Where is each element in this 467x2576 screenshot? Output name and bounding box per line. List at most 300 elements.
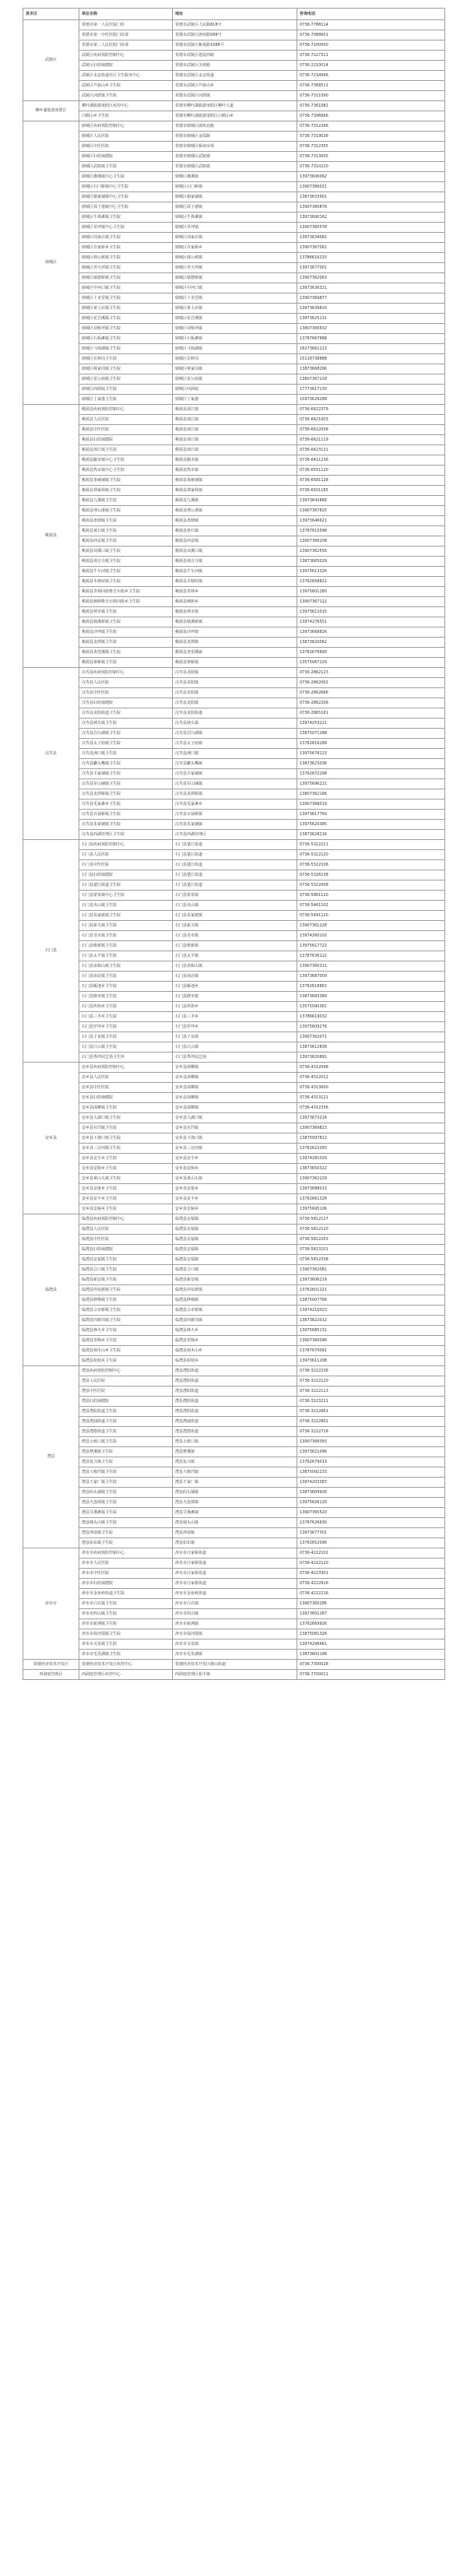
unit-name-cell: 汉寿县朱家铺镇卫生院	[79, 820, 173, 830]
address-cell: 汉寿县龙潭桥镇	[173, 789, 297, 800]
unit-name-cell: 常德市第一人民医院门诊	[79, 20, 173, 30]
phone-cell: 0736-5326138	[297, 870, 445, 880]
phone-cell: 13762672298	[297, 769, 445, 779]
phone-cell: 0736-7312355	[297, 142, 445, 152]
phone-cell: 13907366021	[297, 182, 445, 192]
unit-name-cell: 汉寿县妇幼保健院	[79, 698, 173, 708]
address-cell: 桃源县架桥镇	[173, 658, 297, 668]
table-row	[23, 1407, 445, 1417]
unit-name-cell: 澧县妇幼保健院	[79, 1397, 173, 1407]
phone-cell: 13973690162	[297, 213, 445, 223]
phone-cell: 0736-7361082	[297, 101, 445, 111]
phone-cell: 13873623036	[297, 759, 445, 769]
table-row	[23, 526, 445, 536]
table-row	[23, 901, 445, 911]
phone-cell: 13873668266	[297, 364, 445, 374]
unit-name-cell: 鼎城区妇幼保健院	[79, 152, 173, 162]
address-cell: 临澧县刻木山乡	[173, 1346, 297, 1356]
table-row	[23, 223, 445, 233]
unit-name-cell: 汉寿县太子庙镇卫生院	[79, 739, 173, 749]
address-cell: 鼎城区灌溪镇	[173, 172, 297, 182]
address-cell: 桃源县陬市镇	[173, 455, 297, 466]
phone-cell: 0736-3222113	[297, 1386, 445, 1397]
phone-cell: 13973668826	[297, 627, 445, 638]
address-cell: 安乡县安凝乡	[173, 1204, 297, 1214]
phone-cell: 13787626630	[297, 1518, 445, 1528]
table-row	[23, 1103, 445, 1113]
table-row	[23, 1214, 445, 1225]
table-row	[23, 283, 445, 293]
table-row	[23, 334, 445, 344]
unit-name-cell: 桃源县漳江镇卫生院	[79, 445, 173, 455]
address-cell: 常德市柳叶湖旅游度假区柳叶大道	[173, 101, 297, 111]
unit-name-cell: 鼎城区蒿子港镇中心卫生院	[79, 202, 173, 213]
address-cell: 安乡县深柳镇	[173, 1093, 297, 1103]
table-row	[23, 597, 445, 607]
address-cell: 常德市武陵区朗州路588号	[173, 30, 297, 40]
table-row	[23, 1356, 445, 1366]
table-row	[23, 30, 445, 40]
phone-cell: 13975695106	[297, 1204, 445, 1214]
address-cell: 桃源县青林乡	[173, 587, 297, 597]
unit-name-cell: 石门县新关镇卫生院	[79, 921, 173, 931]
area-cell: 汉寿县	[23, 668, 79, 840]
unit-name-cell: 临澧县佘市桥镇卫生院	[79, 1306, 173, 1316]
unit-name-cell: 澧县澧澹街道卫生院	[79, 1427, 173, 1437]
phone-cell: 0736-4312012	[297, 1073, 445, 1083]
unit-name-cell: 津市市人民医院	[79, 1559, 173, 1569]
unit-name-cell: 鼎城区石门桥镇中心卫生院	[79, 182, 173, 192]
header-row	[23, 9, 445, 20]
unit-name-cell: 桃源县木塘垸镇卫生院	[79, 577, 173, 587]
table-row	[23, 354, 445, 364]
unit-name-cell: 安乡县疾病预防控制中心	[79, 1063, 173, 1073]
table-row	[23, 1225, 445, 1235]
address-cell: 石门县楚江街道	[173, 840, 297, 850]
address-cell: 鼎城区石板滩镇	[173, 334, 297, 344]
area-cell: 西洞庭管理区	[23, 1670, 79, 1680]
phone-cell: 0736-5812120	[297, 1225, 445, 1235]
unit-name-cell: 临澧县安福镇卫生院	[79, 1255, 173, 1265]
address-cell: 汉寿县龙阳镇	[173, 678, 297, 688]
table-body	[23, 20, 445, 1680]
address-cell: 安乡县三岔河镇	[173, 1144, 297, 1154]
unit-name-cell: 桃源县夷望溪镇卫生院	[79, 648, 173, 658]
phone-cell: 0736-2210014	[297, 61, 445, 71]
unit-name-cell: 武陵区疾病预防控制中心	[79, 51, 173, 61]
address-cell: 桃源县剪市镇	[173, 607, 297, 617]
table-row	[23, 891, 445, 901]
table-row	[23, 1073, 445, 1083]
unit-name-cell: 临澧县人民医院	[79, 1225, 173, 1235]
phone-cell: 13973606219	[297, 1275, 445, 1285]
unit-name-cell: 桃源县龙潭镇卫生院	[79, 638, 173, 648]
header-address: 地址	[173, 9, 297, 20]
table-row	[23, 213, 445, 223]
table-row	[23, 61, 445, 71]
address-cell: 桃源县西安镇	[173, 536, 297, 546]
phone-cell: 0736-7368511	[297, 81, 445, 91]
unit-name-cell: 桃源县热市镇中心卫生院	[79, 466, 173, 476]
phone-cell: 15116738888	[297, 354, 445, 364]
phone-cell: 0736-6581128	[297, 476, 445, 486]
address-cell: 石门县罗坪乡	[173, 1022, 297, 1032]
unit-name-cell: 白鹤山乡卫生院	[79, 111, 173, 121]
table-row	[23, 638, 445, 648]
unit-name-cell: 临澧县望城乡卫生院	[79, 1336, 173, 1346]
address-cell: 澧县小渡口镇	[173, 1437, 297, 1447]
table-row	[23, 658, 445, 668]
table-row	[23, 607, 445, 617]
unit-name-cell: 鼎城区人民医院	[79, 132, 173, 142]
table-row	[23, 850, 445, 860]
address-cell: 桃源县漳江镇	[173, 415, 297, 425]
table-row	[23, 1518, 445, 1528]
address-cell: 常德市鼎城区郎州北路	[173, 121, 297, 132]
phone-cell: 0736-7319038	[297, 132, 445, 142]
phone-cell: 0736-7088601	[297, 30, 445, 40]
table-row	[23, 273, 445, 283]
unit-name-cell: 桃源县青林回族维吾尔族乡卫生院	[79, 587, 173, 597]
area-cell: 安乡县	[23, 1063, 79, 1214]
unit-name-cell: 桃源县架桥镇卫生院	[79, 658, 173, 668]
unit-name-cell: 鼎城区丁家港卫生院	[79, 395, 173, 405]
unit-name-cell: 津市市保河堤镇卫生院	[79, 1629, 173, 1639]
phone-cell: 0736-5461102	[297, 901, 445, 911]
phone-cell: 13873683380	[297, 992, 445, 1002]
address-cell: 鼎城区蔡家岗镇	[173, 364, 297, 374]
unit-name-cell: 安乡县妇幼保健院	[79, 1093, 173, 1103]
table-row	[23, 172, 445, 182]
unit-name-cell: 桃源县黄石镇卫生院	[79, 526, 173, 536]
unit-name-cell: 桃源县杨溪桥镇卫生院	[79, 617, 173, 627]
address-cell: 汉寿县罐头嘴镇	[173, 759, 297, 769]
unit-name-cell: 临澧县疾病预防控制中心	[79, 1214, 173, 1225]
address-cell: 津市市汪家桥街道	[173, 1579, 297, 1589]
phone-cell: 13762621093	[297, 1144, 445, 1154]
unit-name-cell: 临澧县停弦渡镇卫生院	[79, 1285, 173, 1295]
unit-name-cell: 安乡县安障乡卫生院	[79, 1164, 173, 1174]
unit-name-cell: 津市市毛里湖镇卫生院	[79, 1650, 173, 1660]
table-row	[23, 1012, 445, 1022]
unit-name-cell: 石门县罗坪乡卫生院	[79, 1022, 173, 1032]
table-row	[23, 779, 445, 789]
address-cell: 鼎城区草坪镇	[173, 223, 297, 233]
phone-cell: 13907360578	[297, 223, 445, 233]
phone-cell: 13762616289	[297, 739, 445, 749]
table-row	[23, 1245, 445, 1255]
phone-cell: 13873633901	[297, 192, 445, 202]
table-row	[23, 1235, 445, 1245]
table-row	[23, 1144, 445, 1154]
phone-cell: 13762661326	[297, 1194, 445, 1204]
phone-cell: 13974260102	[297, 931, 445, 941]
unit-name-cell: 石门县妇幼保健院	[79, 870, 173, 880]
table-row	[23, 1285, 445, 1295]
phone-cell: 0736-2862002	[297, 678, 445, 688]
phone-cell: 0736-5881120	[297, 891, 445, 901]
address-cell: 澧县火连坡镇	[173, 1498, 297, 1508]
address-cell: 常德市鼎城区武陵镇	[173, 162, 297, 172]
address-cell: 津市市毛里湖镇	[173, 1650, 297, 1660]
table-row	[23, 1083, 445, 1093]
address-cell: 汉寿县朱家铺镇	[173, 820, 297, 830]
table-row	[23, 1164, 445, 1174]
unit-name-cell: 安乡县安康乡卫生院	[79, 1184, 173, 1194]
table-row	[23, 293, 445, 304]
unit-name-cell: 桃源县双溪口镇卫生院	[79, 546, 173, 557]
unit-name-cell: 石门县易家渡镇卫生院	[79, 911, 173, 921]
unit-name-cell: 武陵区河洑镇卫生院	[79, 91, 173, 101]
address-cell: 石门县所街乡	[173, 1002, 297, 1012]
phone-cell: 18273661223	[297, 344, 445, 354]
phone-cell: 13973625131	[297, 314, 445, 324]
phone-cell: 13974276551	[297, 617, 445, 627]
unit-name-cell: 常德经济技术开发区疾控中心	[79, 1660, 173, 1670]
phone-cell: 0736-6623131	[297, 445, 445, 455]
phone-cell: 0736-7300028	[297, 1660, 445, 1670]
address-cell: 桃源县理公港镇	[173, 506, 297, 516]
phone-cell: 13907360286	[297, 1599, 445, 1609]
unit-name-cell: 临澧县刻木山乡卫生院	[79, 1346, 173, 1356]
address-cell: 常德市武陵区芦荻山乡	[173, 81, 297, 91]
unit-name-cell: 石门县壶瓶山镇卫生院	[79, 961, 173, 972]
address-cell: 常德市武陵区永安街道	[173, 71, 297, 81]
table-row	[23, 972, 445, 982]
table-row	[23, 405, 445, 415]
address-cell: 西洞庭管理区祝丰镇	[173, 1670, 297, 1680]
phone-cell: 13973642866	[297, 496, 445, 506]
phone-cell: 0736-6621119	[297, 435, 445, 445]
area-cell: 常德经济技术开发区	[23, 1660, 79, 1670]
unit-name-cell: 石门县疾病预防控制中心	[79, 840, 173, 850]
phone-cell: 13575090361	[297, 1002, 445, 1012]
address-cell: 常德市柳叶湖旅游度假区白鹤山乡	[173, 111, 297, 121]
table-row	[23, 385, 445, 395]
unit-name-cell: 澧县澧阳街道卫生院	[79, 1407, 173, 1417]
address-cell: 澧县澧阳街道	[173, 1366, 297, 1376]
address-cell: 桃源县九溪镇	[173, 496, 297, 506]
table-row	[23, 132, 445, 142]
unit-name-cell: 澧县王家厂镇卫生院	[79, 1478, 173, 1488]
phone-cell: 0736-7700011	[297, 1670, 445, 1680]
phone-cell: 13762669926	[297, 1619, 445, 1629]
address-cell: 石门县楚江街道	[173, 860, 297, 870]
address-cell: 石门县楚江街道	[173, 870, 297, 880]
phone-cell: 13973601287	[297, 1609, 445, 1619]
address-cell: 汉寿县龙阳镇	[173, 688, 297, 698]
unit-name-cell: 津市市金鱼岭街道卫生院	[79, 1589, 173, 1599]
address-cell: 安乡县下渔口镇	[173, 1133, 297, 1144]
table-row	[23, 466, 445, 476]
table-row	[23, 1316, 445, 1326]
table-row	[23, 921, 445, 931]
address-cell: 汉寿县军山铺镇	[173, 779, 297, 789]
header-phone: 咨询电话	[297, 9, 445, 20]
address-cell: 澧县澧阳街道	[173, 1376, 297, 1386]
unit-name-cell: 石门县皂市镇卫生院	[79, 931, 173, 941]
unit-name-cell: 桃源县沙坪镇卫生院	[79, 627, 173, 638]
address-cell: 桃源县观音寺镇	[173, 557, 297, 567]
address-cell: 石门县三圣乡	[173, 1012, 297, 1022]
table-row	[23, 1093, 445, 1103]
unit-name-cell: 澧县火连坡镇卫生院	[79, 1498, 173, 1508]
address-cell: 澧县码头铺镇	[173, 1488, 297, 1498]
table-row	[23, 233, 445, 243]
unit-name-cell: 临澧县中医医院	[79, 1235, 173, 1245]
table-row	[23, 789, 445, 800]
phone-cell: 0736-6551120	[297, 466, 445, 476]
address-cell: 汉寿县西湖管理区	[173, 830, 297, 840]
phone-cell: 0736-7227311	[297, 51, 445, 61]
address-cell: 安乡县安障乡	[173, 1164, 297, 1174]
unit-name-cell: 鼎城区十美堂镇卫生院	[79, 293, 173, 304]
address-cell: 津市市药山镇	[173, 1609, 297, 1619]
unit-name-cell: 津市市灵泉镇卫生院	[79, 1639, 173, 1650]
unit-name-cell: 鼎城区中河口镇卫生院	[79, 283, 173, 293]
phone-cell: 13875071288	[297, 729, 445, 739]
unit-name-cell: 石门县磨市镇卫生院	[79, 992, 173, 1002]
table-row	[23, 931, 445, 941]
table-row	[23, 648, 445, 658]
address-cell: 石门县雁池乡	[173, 982, 297, 992]
address-cell: 石门县南北镇	[173, 972, 297, 982]
table-row	[23, 739, 445, 749]
unit-name-cell: 石门县所街乡卫生院	[79, 1002, 173, 1012]
phone-cell: 0736-5322008	[297, 880, 445, 891]
phone-cell: 13907362063	[297, 273, 445, 283]
table-row	[23, 577, 445, 587]
phone-cell: 13787615598	[297, 526, 445, 536]
table-row	[23, 617, 445, 627]
table-row	[23, 1042, 445, 1053]
phone-cell: 13875081326	[297, 1629, 445, 1639]
table-row	[23, 1002, 445, 1012]
phone-cell: 0736-6621003	[297, 415, 445, 425]
phone-cell: 0736-3222236	[297, 1366, 445, 1376]
table-row	[23, 415, 445, 425]
unit-name-cell: 澧县中医医院	[79, 1386, 173, 1397]
table-row	[23, 314, 445, 324]
phone-cell: 0736-3223211	[297, 1397, 445, 1407]
address-cell: 石门县楚江街道	[173, 850, 297, 860]
unit-name-cell: 石门县楚江街道卫生院	[79, 880, 173, 891]
phone-cell: 13873665029	[297, 557, 445, 567]
phone-cell: 13974203387	[297, 1478, 445, 1488]
address-cell: 鼎城区尧天坪镇	[173, 263, 297, 273]
unit-name-cell: 桃源县疾病预防控制中心	[79, 405, 173, 415]
unit-name-cell: 桃源县郑家驿镇卫生院	[79, 486, 173, 496]
address-cell: 安乡县深柳镇	[173, 1063, 297, 1073]
table-row	[23, 769, 445, 779]
table-row	[23, 111, 445, 121]
table-row	[23, 567, 445, 577]
address-cell: 石门县新关镇	[173, 921, 297, 931]
address-cell: 鼎城区许家桥乡	[173, 243, 297, 253]
phone-cell: 0736-5813101	[297, 1245, 445, 1255]
phone-cell: 0736-7312266	[297, 121, 445, 132]
table-row	[23, 1437, 445, 1447]
unit-name-cell: 临澧县新安镇卫生院	[79, 1275, 173, 1285]
address-cell: 澧县澧阳街道	[173, 1397, 297, 1407]
area-cell: 津市市	[23, 1548, 79, 1660]
phone-cell: 13907360311	[297, 961, 445, 972]
address-cell: 汉寿县龙阳镇	[173, 668, 297, 678]
unit-name-cell: 汉寿县西湖管理区卫生院	[79, 830, 173, 840]
address-cell: 鼎城区石门桥镇	[173, 182, 297, 192]
address-cell: 常德市鼎城区武陵镇	[173, 152, 297, 162]
address-cell: 鼎城区丁家港	[173, 395, 297, 405]
unit-name-cell: 石门县雁池乡卫生院	[79, 982, 173, 992]
address-cell: 鼎城区长岭岗	[173, 354, 297, 364]
phone-cell: 13973688013	[297, 1184, 445, 1194]
unit-name-cell: 汉寿县岩汪湖镇卫生院	[79, 729, 173, 739]
unit-name-cell: 汉寿县毛家滩乡卫生院	[79, 800, 173, 810]
address-cell: 临澧县安福镇	[173, 1214, 297, 1225]
address-cell: 澧县涔南镇	[173, 1528, 297, 1538]
unit-name-cell: 常德市第一中医医院门诊部	[79, 30, 173, 40]
table-row	[23, 162, 445, 172]
table-row	[23, 142, 445, 152]
table-row	[23, 445, 445, 455]
unit-name-cell: 鼎城区尧天坪镇卫生院	[79, 263, 173, 273]
address-cell: 澧县复兴镇	[173, 1457, 297, 1467]
unit-name-cell: 石门县子良镇卫生院	[79, 1032, 173, 1042]
table-row	[23, 506, 445, 516]
table-row	[23, 536, 445, 546]
table-row	[23, 455, 445, 466]
table-row	[23, 678, 445, 688]
table-row	[23, 951, 445, 961]
table-row	[23, 182, 445, 192]
table-row	[23, 1467, 445, 1478]
address-cell: 石门县楚江街道	[173, 880, 297, 891]
table-row	[23, 1174, 445, 1184]
table-row	[23, 1559, 445, 1569]
address-cell: 石门县秀坪园艺场	[173, 1053, 297, 1063]
table-row	[23, 1609, 445, 1619]
table-row	[23, 304, 445, 314]
phone-cell: 13973606062	[297, 172, 445, 182]
phone-cell: 13875097812	[297, 1133, 445, 1144]
table-row	[23, 263, 445, 273]
phone-cell: 13975696221	[297, 779, 445, 789]
phone-cell: 13873609926	[297, 1488, 445, 1498]
table-row	[23, 810, 445, 820]
unit-name-cell: 汉寿县龙阳街道卫生院	[79, 708, 173, 719]
address-cell: 安乡县大湖口镇	[173, 1113, 297, 1123]
unit-name-cell: 桃源县盘塘镇卫生院	[79, 516, 173, 526]
phone-cell: 13974296661	[297, 1639, 445, 1650]
table-row	[23, 1295, 445, 1306]
phone-cell: 13975617722	[297, 941, 445, 951]
unit-name-cell: 澧县人民医院	[79, 1376, 173, 1386]
address-cell: 澧县澧阳街道	[173, 1407, 297, 1417]
table-row	[23, 1366, 445, 1376]
address-cell: 石门县子良镇	[173, 1032, 297, 1042]
phone-cell: 13907361228	[297, 921, 445, 931]
phone-cell: 13973677001	[297, 263, 445, 273]
address-cell: 常德经济技术开发区德山街道	[173, 1660, 297, 1670]
unit-name-cell: 澧县如东镇卫生院	[79, 1538, 173, 1548]
phone-cell: 13907368019	[297, 800, 445, 810]
unit-name-cell: 临澧县柏枝乡卫生院	[79, 1356, 173, 1366]
unit-name-cell: 澧县梦溪镇卫生院	[79, 1447, 173, 1457]
address-cell: 鼎城区十美堂镇	[173, 293, 297, 304]
table-row	[23, 587, 445, 597]
unit-name-cell: 鼎城区疾病预防控制中心	[79, 121, 173, 132]
address-cell: 临澧县烽火乡	[173, 1326, 297, 1336]
